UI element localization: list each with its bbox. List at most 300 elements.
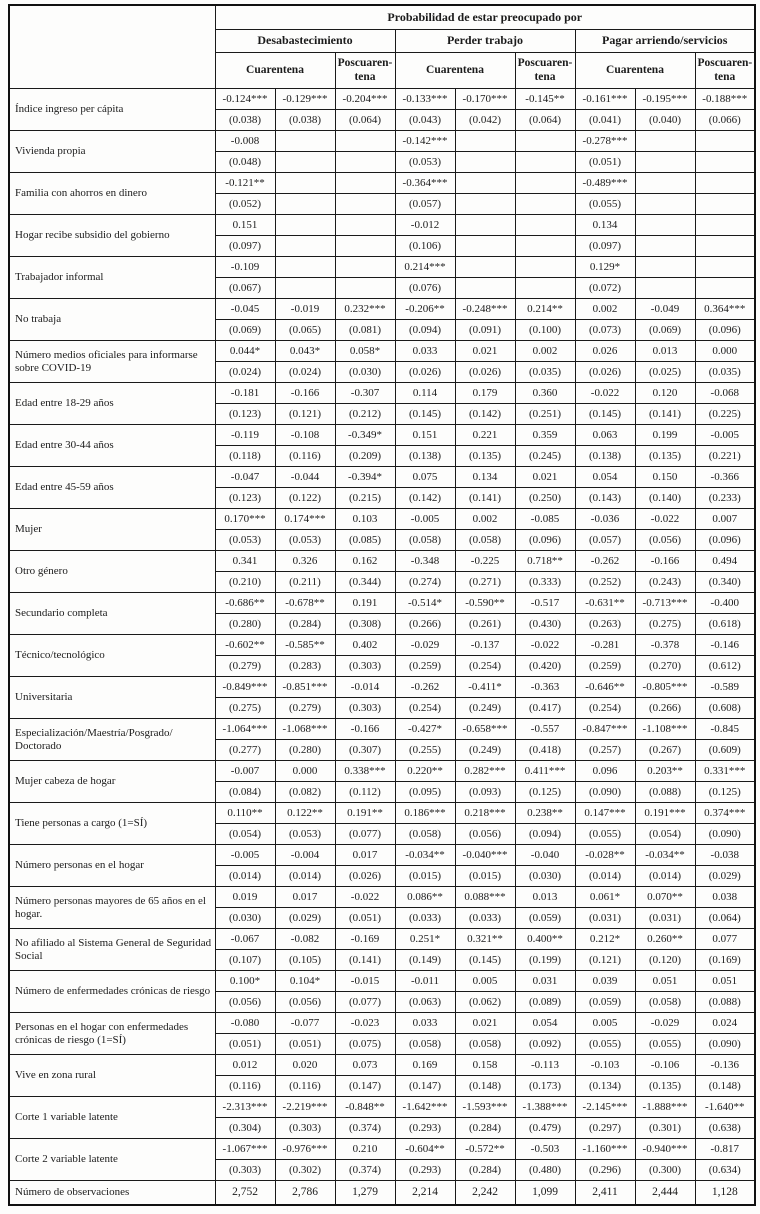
se-cell: (0.077) — [335, 824, 395, 845]
coef-cell: -0.142*** — [395, 131, 455, 152]
coef-cell: 0.402 — [335, 635, 395, 656]
coef-cell: 0.088*** — [455, 887, 515, 908]
coef-cell: -0.040*** — [455, 845, 515, 866]
se-cell: (0.024) — [215, 362, 275, 383]
coef-cell — [515, 215, 575, 236]
coef-cell — [635, 215, 695, 236]
coef-cell: -0.604** — [395, 1139, 455, 1160]
coef-cell: -0.585** — [275, 635, 335, 656]
coef-cell: 0.033 — [395, 341, 455, 362]
se-cell: (0.142) — [455, 404, 515, 425]
se-cell: (0.058) — [395, 824, 455, 845]
coef-cell — [335, 131, 395, 152]
coef-cell: 0.021 — [455, 1013, 515, 1034]
se-cell: (0.097) — [215, 236, 275, 257]
se-cell: (0.064) — [515, 110, 575, 131]
coef-cell: -0.146 — [695, 635, 755, 656]
se-cell: (0.173) — [515, 1076, 575, 1097]
period-header-poscuarentena-2: Poscuaren-tena — [515, 53, 575, 89]
se-cell: (0.082) — [275, 782, 335, 803]
se-cell: (0.125) — [515, 782, 575, 803]
coef-cell — [515, 257, 575, 278]
coef-cell: 0.039 — [575, 971, 635, 992]
coef-cell — [275, 215, 335, 236]
se-cell: (0.135) — [635, 446, 695, 467]
coef-cell: -0.713*** — [635, 593, 695, 614]
se-cell: (0.038) — [215, 110, 275, 131]
coef-cell: 0.100* — [215, 971, 275, 992]
table-title: Probabilidad de estar preocupado por — [215, 5, 755, 30]
se-cell: (0.064) — [695, 908, 755, 929]
coef-cell: 0.114 — [395, 383, 455, 404]
se-cell: (0.308) — [335, 614, 395, 635]
coef-cell: -0.349* — [335, 425, 395, 446]
se-cell — [455, 194, 515, 215]
se-cell: (0.081) — [335, 320, 395, 341]
coef-cell: -0.015 — [335, 971, 395, 992]
se-cell: (0.148) — [695, 1076, 755, 1097]
coef-cell — [635, 257, 695, 278]
coef-cell: 0.238** — [515, 803, 575, 824]
se-cell: (0.056) — [455, 824, 515, 845]
se-cell: (0.138) — [575, 446, 635, 467]
coef-cell: 0.033 — [395, 1013, 455, 1034]
coef-cell: -0.206** — [395, 299, 455, 320]
se-cell: (0.120) — [635, 950, 695, 971]
coef-cell: 0.151 — [395, 425, 455, 446]
se-cell — [455, 278, 515, 299]
se-cell: (0.303) — [275, 1118, 335, 1139]
coef-cell: -1.064*** — [215, 719, 275, 740]
coef-cell — [275, 257, 335, 278]
variable-label: Índice ingreso per cápita — [9, 89, 215, 131]
coef-cell: 0.013 — [635, 341, 695, 362]
coef-cell: 0.191*** — [635, 803, 695, 824]
coef-cell: -0.029 — [395, 635, 455, 656]
table-header — [9, 5, 755, 89]
coef-cell — [515, 173, 575, 194]
coef-row — [9, 593, 755, 614]
coef-cell: -0.028** — [575, 845, 635, 866]
se-cell: (0.259) — [575, 656, 635, 677]
se-cell: (0.277) — [215, 740, 275, 761]
se-cell: (0.058) — [455, 1034, 515, 1055]
se-cell: (0.274) — [395, 572, 455, 593]
coef-cell: -0.044 — [275, 467, 335, 488]
coef-cell: -0.278*** — [575, 131, 635, 152]
coef-cell: -0.106 — [635, 1055, 695, 1076]
coef-cell: -0.281 — [575, 635, 635, 656]
coef-cell: 0.129* — [575, 257, 635, 278]
se-cell: (0.084) — [215, 782, 275, 803]
se-cell — [515, 278, 575, 299]
coef-cell: -0.646** — [575, 677, 635, 698]
coef-cell: 0.021 — [455, 341, 515, 362]
se-cell: (0.090) — [695, 824, 755, 845]
coef-cell: -0.169 — [335, 929, 395, 950]
coef-cell: 0.007 — [695, 509, 755, 530]
coef-cell — [635, 131, 695, 152]
variable-label: Hogar recibe subsidio del gobierno — [9, 215, 215, 257]
se-cell: (0.251) — [515, 404, 575, 425]
se-cell: (0.100) — [515, 320, 575, 341]
se-cell: (0.169) — [695, 950, 755, 971]
se-cell: (0.056) — [215, 992, 275, 1013]
coef-row — [9, 761, 755, 782]
coef-cell: 0.104* — [275, 971, 335, 992]
coef-cell: -0.012 — [395, 215, 455, 236]
group-header-perder-trabajo: Perder trabajo — [395, 30, 575, 53]
se-cell — [335, 152, 395, 173]
coef-row — [9, 845, 755, 866]
coef-cell: -0.022 — [335, 887, 395, 908]
se-cell: (0.094) — [515, 824, 575, 845]
coef-cell: 0.151 — [215, 215, 275, 236]
coef-cell: -0.124*** — [215, 89, 275, 110]
se-cell: (0.284) — [455, 1160, 515, 1181]
coef-cell: -0.005 — [395, 509, 455, 530]
se-cell: (0.092) — [515, 1034, 575, 1055]
se-cell: (0.304) — [215, 1118, 275, 1139]
se-cell: (0.118) — [215, 446, 275, 467]
se-cell: (0.107) — [215, 950, 275, 971]
coef-row — [9, 551, 755, 572]
se-cell: (0.252) — [575, 572, 635, 593]
se-cell: (0.106) — [395, 236, 455, 257]
coef-cell: 0.075 — [395, 467, 455, 488]
coef-row — [9, 509, 755, 530]
se-cell — [275, 278, 335, 299]
se-cell: (0.210) — [215, 572, 275, 593]
period-header-cuarentena-1: Cuarentena — [215, 53, 335, 89]
se-cell: (0.054) — [635, 824, 695, 845]
se-cell: (0.058) — [395, 530, 455, 551]
se-cell: (0.053) — [275, 824, 335, 845]
se-cell: (0.054) — [215, 824, 275, 845]
se-cell: (0.147) — [395, 1076, 455, 1097]
coef-row — [9, 803, 755, 824]
coef-cell: 0.005 — [575, 1013, 635, 1034]
coef-cell: 0.077 — [695, 929, 755, 950]
regression-results-table — [8, 4, 756, 1206]
se-cell: (0.014) — [575, 866, 635, 887]
coef-cell: -0.658*** — [455, 719, 515, 740]
coef-cell: -0.034** — [395, 845, 455, 866]
se-cell: (0.123) — [215, 404, 275, 425]
coef-cell: 0.096 — [575, 761, 635, 782]
se-cell — [695, 278, 755, 299]
se-cell: (0.271) — [455, 572, 515, 593]
se-cell: (0.266) — [395, 614, 455, 635]
coef-cell: 0.061* — [575, 887, 635, 908]
se-cell: (0.029) — [275, 908, 335, 929]
observations-value: 2,411 — [575, 1181, 635, 1206]
se-cell — [695, 152, 755, 173]
coef-cell: -0.040 — [515, 845, 575, 866]
coef-cell: -0.170*** — [455, 89, 515, 110]
se-cell — [635, 152, 695, 173]
se-cell — [335, 194, 395, 215]
coef-cell — [695, 215, 755, 236]
coef-row — [9, 89, 755, 110]
se-cell: (0.148) — [455, 1076, 515, 1097]
coef-cell: 0.170*** — [215, 509, 275, 530]
variable-label: Vivienda propia — [9, 131, 215, 173]
se-cell: (0.257) — [575, 740, 635, 761]
se-cell: (0.031) — [575, 908, 635, 929]
se-cell: (0.417) — [515, 698, 575, 719]
coef-cell: 0.718** — [515, 551, 575, 572]
se-cell: (0.048) — [215, 152, 275, 173]
coef-cell: 0.012 — [215, 1055, 275, 1076]
coef-cell — [635, 173, 695, 194]
variable-label: Familia con ahorros en dinero — [9, 173, 215, 215]
coef-cell: -0.108 — [275, 425, 335, 446]
se-cell: (0.033) — [395, 908, 455, 929]
variable-label: Número personas mayores de 65 años en el hogar. — [9, 887, 215, 929]
se-cell: (0.095) — [395, 782, 455, 803]
coef-cell: 0.002 — [575, 299, 635, 320]
se-cell: (0.073) — [575, 320, 635, 341]
coef-row — [9, 341, 755, 362]
se-cell: (0.026) — [395, 362, 455, 383]
se-cell: (0.035) — [515, 362, 575, 383]
coef-cell: -0.166 — [335, 719, 395, 740]
coef-cell — [455, 215, 515, 236]
coef-cell: -0.262 — [575, 551, 635, 572]
se-cell: (0.418) — [515, 740, 575, 761]
coef-cell: 0.147*** — [575, 803, 635, 824]
coef-cell: -0.572** — [455, 1139, 515, 1160]
coef-cell: -0.188*** — [695, 89, 755, 110]
coef-cell: 0.374*** — [695, 803, 755, 824]
coef-cell: 0.359 — [515, 425, 575, 446]
se-cell: (0.091) — [455, 320, 515, 341]
coef-cell: 0.043* — [275, 341, 335, 362]
coef-row — [9, 467, 755, 488]
se-cell: (0.056) — [635, 530, 695, 551]
coef-cell: -0.029 — [635, 1013, 695, 1034]
coef-cell: -0.817 — [695, 1139, 755, 1160]
period-header-poscuarentena-3: Poscuaren-tena — [695, 53, 755, 89]
coef-row — [9, 383, 755, 404]
observations-value: 2,752 — [215, 1181, 275, 1206]
coef-cell: -0.678** — [275, 593, 335, 614]
se-cell: (0.058) — [395, 1034, 455, 1055]
se-cell: (0.279) — [275, 698, 335, 719]
se-cell: (0.147) — [335, 1076, 395, 1097]
coef-cell: 0.221 — [455, 425, 515, 446]
coef-cell: -0.136 — [695, 1055, 755, 1076]
se-cell — [695, 194, 755, 215]
se-cell: (0.121) — [275, 404, 335, 425]
se-cell: (0.088) — [695, 992, 755, 1013]
se-cell: (0.300) — [635, 1160, 695, 1181]
coef-cell: -0.514* — [395, 593, 455, 614]
coef-cell: 0.021 — [515, 467, 575, 488]
se-cell: (0.090) — [695, 1034, 755, 1055]
coef-cell: 0.122** — [275, 803, 335, 824]
se-cell: (0.279) — [215, 656, 275, 677]
coef-cell: -0.036 — [575, 509, 635, 530]
se-cell — [455, 236, 515, 257]
coef-cell: -0.085 — [515, 509, 575, 530]
se-cell: (0.249) — [455, 740, 515, 761]
coef-cell: 0.174*** — [275, 509, 335, 530]
se-cell: (0.042) — [455, 110, 515, 131]
coef-cell: 0.070** — [635, 887, 695, 908]
coef-cell — [455, 173, 515, 194]
coef-cell — [335, 215, 395, 236]
coef-cell: 0.364*** — [695, 299, 755, 320]
coef-cell: -0.004 — [275, 845, 335, 866]
coef-cell: 0.341 — [215, 551, 275, 572]
se-cell: (0.105) — [275, 950, 335, 971]
coef-cell: -0.602** — [215, 635, 275, 656]
coef-cell: -0.005 — [215, 845, 275, 866]
coef-cell: 0.282*** — [455, 761, 515, 782]
coef-row — [9, 887, 755, 908]
se-cell: (0.135) — [635, 1076, 695, 1097]
coef-cell: -1.388*** — [515, 1097, 575, 1118]
coef-cell: -0.363 — [515, 677, 575, 698]
se-cell: (0.303) — [215, 1160, 275, 1181]
coef-cell: -0.411* — [455, 677, 515, 698]
se-cell: (0.199) — [515, 950, 575, 971]
se-cell: (0.025) — [635, 362, 695, 383]
coef-cell: -0.503 — [515, 1139, 575, 1160]
variable-label: Vive en zona rural — [9, 1055, 215, 1097]
coef-cell: -0.851*** — [275, 677, 335, 698]
coef-cell: 0.411*** — [515, 761, 575, 782]
coef-cell: -0.080 — [215, 1013, 275, 1034]
period-header-cuarentena-2: Cuarentena — [395, 53, 515, 89]
se-cell: (0.089) — [515, 992, 575, 1013]
coef-cell: -0.161*** — [575, 89, 635, 110]
se-cell: (0.088) — [635, 782, 695, 803]
se-cell: (0.052) — [215, 194, 275, 215]
coef-cell: -0.008 — [215, 131, 275, 152]
se-cell: (0.249) — [455, 698, 515, 719]
coef-row — [9, 1139, 755, 1160]
se-cell: (0.374) — [335, 1118, 395, 1139]
coef-cell: 0.019 — [215, 887, 275, 908]
coef-cell: -0.121** — [215, 173, 275, 194]
coef-cell: 0.120 — [635, 383, 695, 404]
se-cell: (0.243) — [635, 572, 695, 593]
coef-cell: 0.179 — [455, 383, 515, 404]
se-cell: (0.014) — [215, 866, 275, 887]
observations-value: 2,786 — [275, 1181, 335, 1206]
coef-cell: 0.051 — [695, 971, 755, 992]
se-cell: (0.608) — [695, 698, 755, 719]
coef-cell: -0.366 — [695, 467, 755, 488]
se-cell: (0.302) — [275, 1160, 335, 1181]
coef-cell: -0.262 — [395, 677, 455, 698]
se-cell: (0.254) — [395, 698, 455, 719]
se-cell: (0.333) — [515, 572, 575, 593]
observations-label: Número de observaciones — [9, 1181, 215, 1206]
se-cell: (0.374) — [335, 1160, 395, 1181]
se-cell: (0.301) — [635, 1118, 695, 1139]
se-cell: (0.075) — [335, 1034, 395, 1055]
coef-cell: -0.225 — [455, 551, 515, 572]
se-cell: (0.096) — [695, 320, 755, 341]
se-cell: (0.053) — [275, 530, 335, 551]
se-cell: (0.055) — [575, 1034, 635, 1055]
coef-cell: 0.031 — [515, 971, 575, 992]
coef-cell: -1.160*** — [575, 1139, 635, 1160]
se-cell: (0.638) — [695, 1118, 755, 1139]
se-cell: (0.245) — [515, 446, 575, 467]
observations-value: 1,279 — [335, 1181, 395, 1206]
coef-cell: -0.068 — [695, 383, 755, 404]
coef-cell: -0.007 — [215, 761, 275, 782]
coef-row — [9, 971, 755, 992]
se-cell: (0.077) — [335, 992, 395, 1013]
se-cell: (0.123) — [215, 488, 275, 509]
coef-cell: -0.077 — [275, 1013, 335, 1034]
coef-cell: -0.022 — [515, 635, 575, 656]
coef-cell: -0.109 — [215, 257, 275, 278]
se-cell: (0.096) — [515, 530, 575, 551]
se-cell: (0.618) — [695, 614, 755, 635]
se-cell: (0.057) — [395, 194, 455, 215]
se-cell: (0.112) — [335, 782, 395, 803]
coef-cell: 0.331*** — [695, 761, 755, 782]
se-cell — [275, 194, 335, 215]
coef-cell: 0.186*** — [395, 803, 455, 824]
se-cell: (0.149) — [395, 950, 455, 971]
se-cell: (0.015) — [455, 866, 515, 887]
se-cell: (0.142) — [395, 488, 455, 509]
se-cell: (0.420) — [515, 656, 575, 677]
se-cell: (0.134) — [575, 1076, 635, 1097]
coef-cell: 0.400** — [515, 929, 575, 950]
coef-row — [9, 1013, 755, 1034]
se-cell: (0.067) — [215, 278, 275, 299]
coef-cell: -0.005 — [695, 425, 755, 446]
se-cell: (0.267) — [635, 740, 695, 761]
observations-value: 2,214 — [395, 1181, 455, 1206]
coef-cell: -1.068*** — [275, 719, 335, 740]
coef-cell: -0.348 — [395, 551, 455, 572]
coef-cell: -0.307 — [335, 383, 395, 404]
variable-label: Corte 2 variable latente — [9, 1139, 215, 1181]
variable-label: Mujer — [9, 509, 215, 551]
se-cell: (0.283) — [275, 656, 335, 677]
coef-cell: -0.364*** — [395, 173, 455, 194]
coef-cell: 0.338*** — [335, 761, 395, 782]
se-cell: (0.096) — [695, 530, 755, 551]
se-cell: (0.275) — [215, 698, 275, 719]
coef-cell: -0.394* — [335, 467, 395, 488]
coef-row — [9, 173, 755, 194]
se-cell: (0.030) — [215, 908, 275, 929]
se-cell: (0.280) — [275, 740, 335, 761]
coef-cell: 0.000 — [275, 761, 335, 782]
coef-cell: -0.045 — [215, 299, 275, 320]
se-cell: (0.024) — [275, 362, 335, 383]
coef-cell: 0.073 — [335, 1055, 395, 1076]
se-cell: (0.063) — [395, 992, 455, 1013]
se-cell: (0.297) — [575, 1118, 635, 1139]
variable-label: Edad entre 18-29 años — [9, 383, 215, 425]
se-cell: (0.141) — [635, 404, 695, 425]
coef-cell — [695, 131, 755, 152]
se-cell: (0.212) — [335, 404, 395, 425]
se-cell — [275, 152, 335, 173]
